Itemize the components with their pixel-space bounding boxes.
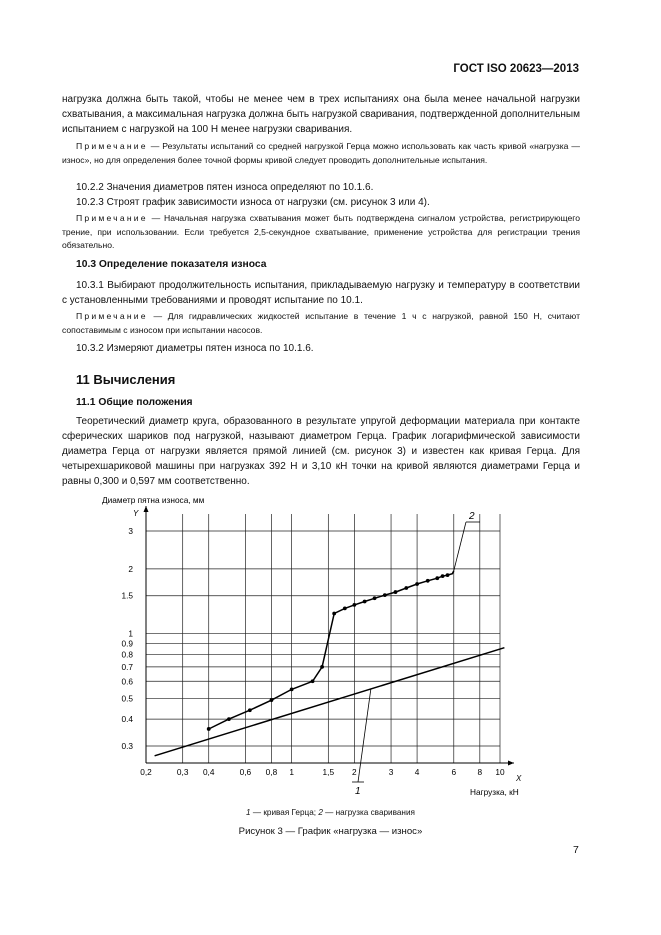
series-2-point [343,606,347,610]
annotation-2-label: 2 [469,511,475,522]
series-2-point [383,593,387,597]
x-tick-label: 0,2 [140,767,152,777]
y-tick-label: 2 [128,563,133,574]
paragraph-10-2-3: 10.2.3 Строят график зависимости износа от нагрузки (см. рисунок 3 или 4). [76,197,430,208]
series-2-point [290,687,294,691]
heading-11-1: 11.1 Общие положения [76,397,193,408]
series-2-point [446,573,450,577]
x-tick-label: 10 [495,767,505,777]
y-tick-label: 0.9 [121,638,133,649]
y-tick-label: 1 [128,628,133,639]
series-2-point [373,596,377,600]
page-number: 7 [573,844,579,856]
series-2-point [207,727,211,731]
series-2-point [426,579,430,583]
figure-legend [0,808,661,817]
y-axis-arrow [144,506,149,512]
chart-grid [146,514,500,763]
series-2-point [248,708,252,712]
x-tick-label: 0,4 [202,767,215,777]
x-axis-letter: X [516,774,522,783]
x-tick-label: 8 [477,767,483,777]
y-tick-label: 0.3 [121,740,133,751]
x-tick-label: 0,6 [239,767,252,777]
series-2-point [352,603,356,607]
series-2-point [332,612,336,616]
series-2-point [441,574,445,578]
paragraph-continuation: нагрузка должна быть такой, чтобы не менее чем в трех испытаниях она была менее начальной нагрузки схватывания, а максимальная нагрузка должна быть нагрузкой сваривания, подтвержденной дополнительным испытанием с нагрузкой на 100 Н менее нагрузки сваривания. [62,94,580,135]
note-1-word: Примечание [76,141,148,151]
x-tick-label: 6 [451,767,457,777]
paragraph-10-2-2: 10.2.2 Значения диаметров пятен износа определяют по 10.1.6. [76,182,374,193]
chart-tick-labels [121,526,505,777]
y-tick-label: 1.5 [121,590,133,601]
chart-series [155,571,505,756]
annotation-2-leader [454,522,466,571]
x-tick-label: 3 [388,767,394,777]
x-tick-label: 0,3 [176,767,189,777]
chart-annotations [352,511,483,797]
legend-1-text: — кривая Герца; [250,808,319,817]
note-2-word: Примечание [76,213,148,223]
x-tick-label: 1 [289,767,294,777]
x-tick-label: 4 [414,767,420,777]
paragraph-10-3-1: 10.3.1 Выбирают продолжительность испытания, прикладываемую нагрузку и температуру в соответствии с установленными требованиями и проводят испытание по 10.1. [62,280,580,306]
heading-11: 11 Вычисления [76,372,176,387]
x-tick-label: 0,8 [265,767,278,777]
x-tick-label: 2 [352,767,357,777]
note-3-text: — Для гидравлических жидкостей испытание в течение 1 ч с нагрузкой, равной 150 Н, считают сопоставимым с износом при испытании насосов. [62,311,580,335]
y-axis-letter: Y [133,509,139,518]
document-header: ГОСТ ISO 20623—2013 [453,63,579,75]
series-2-point [435,576,439,580]
legend-2-marker: 2 [318,808,323,817]
legend-1-marker: 1 [246,808,251,817]
series-2-point [394,590,398,594]
x-axis-label: Нагрузка, кН [470,787,519,797]
x-tick-label: 1,5 [322,767,335,777]
annotation-1-leader [358,689,371,782]
legend-2-text: — нагрузка сваривания [322,808,415,817]
series-2-point [415,582,419,586]
y-tick-label: 0.4 [121,714,133,725]
paragraph-10-3-2: 10.3.2 Измеряют диаметры пятен износа по 10.1.6. [76,343,314,354]
y-tick-label: 0.6 [121,676,133,687]
y-tick-label: 0.8 [121,649,133,660]
series-1-line [155,648,505,756]
figure-caption: Рисунок 3 — График «нагрузка — износ» [238,826,423,837]
series-2-point [311,679,315,683]
series-2-point [270,698,274,702]
series-2-point [404,586,408,590]
note-2-text: — Начальная нагрузка схватывания может быть подтверждена сигналом устройства, регистрирующего трение, при использовании. Если требуется 2,5-секундное схватывание, применение устройства для регистрации трения обязательно. [62,213,580,250]
series-2-point [227,717,231,721]
y-axis-label: Диаметр пятна износа, мм [102,495,205,505]
heading-10-3: 10.3 Определение показателя износа [76,259,267,270]
annotation-1-label: 1 [355,786,361,797]
y-tick-label: 0.7 [121,661,133,672]
y-tick-label: 0.5 [121,693,133,704]
series-2-point [320,665,324,669]
x-axis-arrow [508,761,514,766]
series-2-point [363,600,367,604]
y-tick-label: 3 [128,526,133,537]
note-1-text: — Результаты испытаний со средней нагрузкой Герца можно использовать как часть кривой «нагрузка — износ», но для определения более точной формы кривой следует проводить дополнительные испытания. [62,141,581,165]
paragraph-11-1: Теоретический диаметр круга, образованного в результате упругой деформации материала при контакте сферических шариков под нагрузкой, называют диаметром Герца. График логарифмической зависимости диаметра Герца от нагрузки является прямой линией (см. рисунок 3) и известен как кривая Герца. Для четырехшариковой машины при нагрузках 392 Н и 3,10 кН точки на кривой являются диаметрами Герца и равны 0,300 и 0,597 мм соответственно. [62,416,580,487]
note-3-word: Примечание [76,311,148,321]
